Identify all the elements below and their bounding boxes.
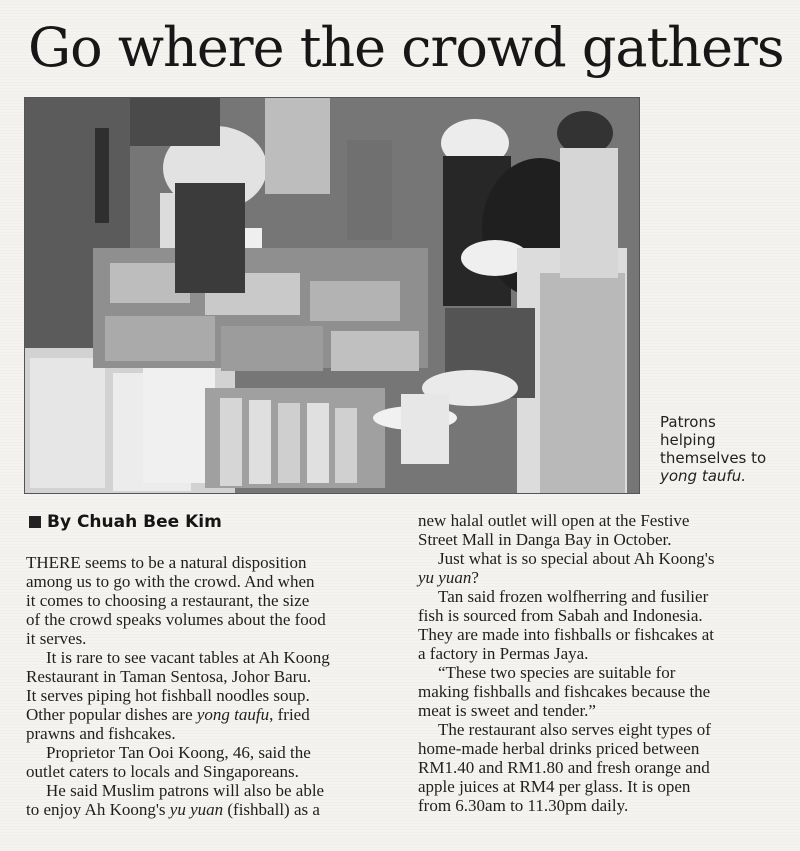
left-line-2: among us to go with the crowd. And when: [26, 572, 315, 591]
byline-text: By Chuah Bee Kim: [47, 512, 222, 532]
left-line-9: [26, 705, 396, 724]
right-line-2: Street Mall in Danga Bay in October.: [418, 530, 672, 549]
right-line-12: The restaurant also serves eight types of: [438, 720, 711, 739]
right-line-13: home-made herbal drinks priced between: [418, 739, 700, 758]
left-line-14-pre: to enjoy Ah Koong's: [26, 800, 170, 819]
left-line-8: It serves piping hot fishball noodles soup.: [26, 686, 310, 705]
right-line-16: from 6.30am to 11.30pm daily.: [418, 796, 629, 815]
left-line-3: it comes to choosing a restaurant, the size: [26, 591, 310, 610]
right-line-4-italic: yu yuan: [418, 568, 472, 587]
left-line-11: Proprietor Tan Ooi Koong, 46, said the: [46, 743, 311, 762]
left-line-14-italic: yu yuan: [169, 800, 224, 819]
left-line-9-post: , fried: [269, 705, 310, 724]
left-line-5: it serves.: [26, 629, 87, 648]
right-line-10: making fishballs and fishcakes because the: [418, 682, 711, 701]
right-line-4-post: ?: [471, 568, 479, 587]
byline: [29, 511, 389, 533]
left-line-13: He said Muslim patrons will also be able: [46, 781, 325, 800]
right-line-6: fish is sourced from Sabah and Indonesia.: [418, 606, 703, 625]
right-line-8: a factory in Permas Jaya.: [418, 644, 589, 663]
caption-line-2: helping: [660, 431, 716, 449]
caption-line-3: themselves to: [660, 449, 767, 467]
right-line-3: Just what is so special about Ah Koong's: [438, 549, 715, 568]
left-article-column: [26, 553, 396, 819]
right-line-4: [418, 568, 790, 587]
left-line-14: [26, 800, 396, 819]
right-line-5: Tan said frozen wolfherring and fusilier: [438, 587, 709, 606]
square-icon: [29, 516, 41, 528]
photo-caption: [660, 413, 790, 485]
right-line-7: They are made into fishballs or fishcakes at: [418, 625, 714, 644]
left-line-1: THERE seems to be a natural disposition: [26, 553, 307, 572]
left-line-7: Restaurant in Taman Sentosa, Johor Baru.: [26, 667, 312, 686]
right-line-9: “These two species are suitable for: [438, 663, 676, 682]
left-line-9-italic: yong taufu: [196, 705, 270, 724]
left-line-14-post: (fishball) as a: [223, 800, 320, 819]
caption-line-1: Patrons: [660, 413, 716, 431]
article-photo: [24, 97, 640, 494]
right-article-column: [418, 511, 790, 815]
left-line-6: It is rare to see vacant tables at Ah Koong: [46, 648, 330, 667]
left-line-9-pre: Other popular dishes are: [26, 705, 197, 724]
caption-line-4: yong taufu.: [660, 467, 746, 485]
right-line-14: RM1.40 and RM1.80 and fresh orange and: [418, 758, 710, 777]
right-line-1: new halal outlet will open at the Festive: [418, 511, 690, 530]
left-line-12: outlet caters to locals and Singaporeans.: [26, 762, 299, 781]
article-headline: Go where the crowd gathers: [28, 16, 784, 79]
left-line-4: of the crowd speaks volumes about the food: [26, 610, 326, 629]
right-line-15: apple juices at RM4 per glass. It is open: [418, 777, 691, 796]
photo-illustration: [25, 98, 639, 493]
left-line-10: prawns and fishcakes.: [26, 724, 176, 743]
right-line-11: meat is sweet and tender.”: [418, 701, 596, 720]
